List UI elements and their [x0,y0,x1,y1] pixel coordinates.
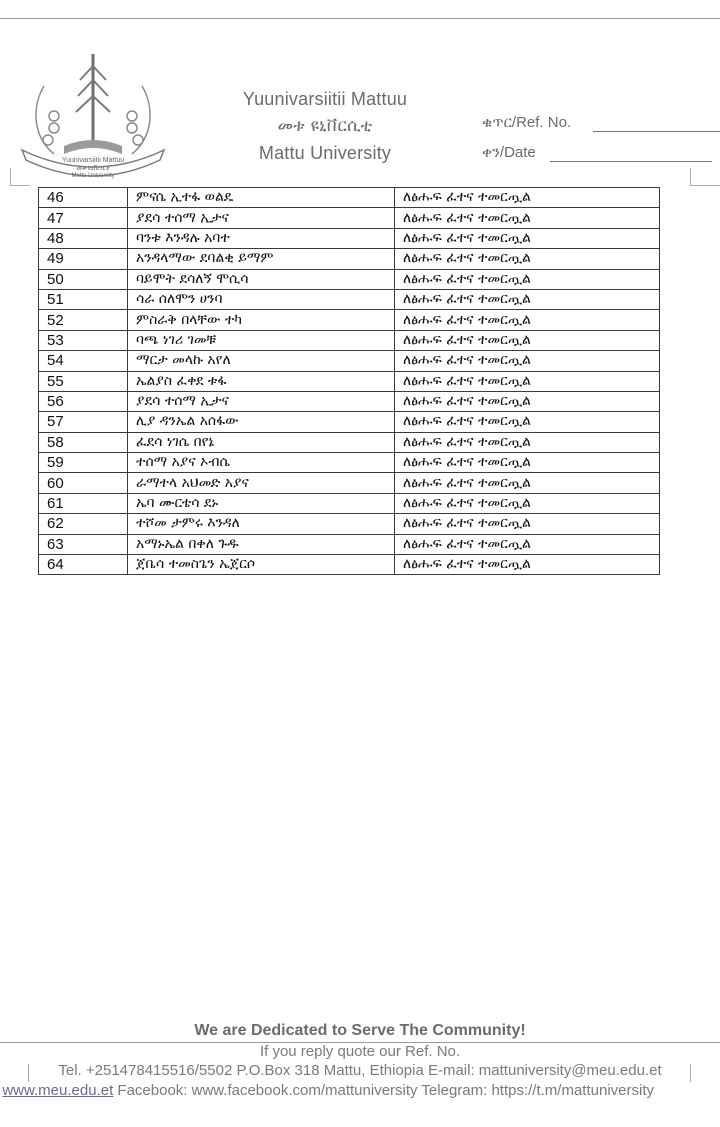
university-name-oromo: Yuunivarsiitii Mattuu [242,89,408,109]
candidate-name: ፈደሳ ነገሴ በየኔ [128,432,395,452]
candidate-name: ጀቤሳ ተመስጌን ኤጀርሶ [128,555,395,575]
website-link[interactable]: www.meu.edu.et [2,1082,114,1099]
footer-motto: We are Dedicated to Serve The Community! [194,1022,526,1039]
footer-social: Facebook: www.facebook.com/mattuniversity Telegram: https://t.m/mattuniversity [117,1082,655,1099]
footer-quote-note: If you reply quote our Ref. No. [259,1043,461,1060]
exam-status: ለፅሑፍ ፈተና ተመርጧል [395,412,660,432]
corner-mark-left-h [10,185,30,186]
corner-mark-right-h [690,185,720,186]
candidate-name: ምስራቅ በላቸው ተካ [128,310,395,330]
row-number: 46 [39,188,128,208]
candidate-table [38,187,660,575]
university-name-amharic: መቱ ዩኒቨርሲቲ [277,116,373,136]
exam-status: ለፅሑፍ ፈተና ተመርጧል [395,289,660,309]
row-number: 52 [39,310,128,330]
candidate-name: ሊያ ዳንኤል አሰፋው [128,412,395,432]
date-label: ቀን/Date [482,144,536,161]
table-row [39,514,660,534]
corner-mark-right [690,168,691,186]
exam-status: ለፅሑፍ ፈተና ተመርጧል [395,351,660,371]
table-row [39,453,660,473]
table-row [39,208,660,228]
corner-mark-left [10,168,11,186]
candidate-name: ባጫ ነገሪ ገመቹ [128,330,395,350]
logo-text-english: Mattu University [71,173,115,179]
row-number: 54 [39,351,128,371]
candidate-name: ያደሳ ተሰማ ኢታና [128,208,395,228]
table-row [39,228,660,248]
table-row [39,269,660,289]
ref-no-blank [593,131,720,132]
table-row [39,555,660,575]
candidate-name: ኤባ ሙርቴሳ ደኑ [128,493,395,513]
row-number: 56 [39,391,128,411]
candidate-name: ራማተላ አህመድ አያና [128,473,395,493]
date-blank [550,161,712,162]
university-name-english: Mattu University [258,143,392,163]
logo-text-oromo: Yuunivarsiitii Mattuu [61,157,125,164]
row-number: 49 [39,249,128,269]
table-row [39,473,660,493]
table-row [39,249,660,269]
row-number: 55 [39,371,128,391]
table-row [39,534,660,554]
row-number: 59 [39,453,128,473]
footer-web-line [0,1082,720,1099]
row-number: 64 [39,555,128,575]
candidate-name: ማርታ መላኩ አየለ [128,351,395,371]
university-name-block [200,86,450,167]
candidate-name: ባይሞት ደሳለኝ ሞሲሳ [128,269,395,289]
table-row [39,188,660,208]
logo-text-amharic: መቱ ዩኒቨርሲቲ [76,165,110,172]
exam-status: ለፅሑፍ ፈተና ተመርጧል [395,453,660,473]
table-row [39,330,660,350]
exam-status: ለፅሑፍ ፈተና ተመርጧል [395,330,660,350]
row-number: 60 [39,473,128,493]
table-row [39,391,660,411]
candidate-name: ባንቱ እንዳሉ አባተ [128,228,395,248]
row-number: 51 [39,289,128,309]
ref-no-label: ቁጥር/Ref. No. [482,114,572,131]
row-number: 58 [39,432,128,452]
exam-status: ለፅሑፍ ፈተና ተመርጧል [395,514,660,534]
exam-status: ለፅሑፍ ፈተና ተመርጧል [395,534,660,554]
footer-contact: Tel. +251478415516/5502 P.O.Box 318 Mattu, Ethiopia E-mail: mattuniversity@meu.edu.et [58,1062,662,1079]
table-row [39,289,660,309]
exam-status: ለፅሑፍ ፈተና ተመርጧል [395,391,660,411]
table-row [39,351,660,371]
candidate-name: ሳራ ሰለሞን ሀንባ [128,289,395,309]
candidate-name: ተሰማ አያና ኦብሴ [128,453,395,473]
exam-status: ለፅሑፍ ፈተና ተመርጧል [395,310,660,330]
row-number: 57 [39,412,128,432]
top-divider [0,18,720,19]
table-row [39,371,660,391]
candidate-name: አንዳላማው ደባልቂ ይማም [128,249,395,269]
exam-status: ለፅሑፍ ፈተና ተመርጧል [395,555,660,575]
candidate-name: ተሾመ ታምሩ እንዳለ [128,514,395,534]
exam-status: ለፅሑፍ ፈተና ተመርጧል [395,188,660,208]
candidate-name: ኤልያስ ፈቀደ ቱፋ [128,371,395,391]
university-logo [14,46,172,180]
row-number: 48 [39,228,128,248]
row-number: 50 [39,269,128,289]
row-number: 61 [39,493,128,513]
table-row [39,412,660,432]
table-row [39,493,660,513]
row-number: 47 [39,208,128,228]
table-row [39,310,660,330]
exam-status: ለፅሑፍ ፈተና ተመርጧል [395,228,660,248]
row-number: 53 [39,330,128,350]
row-number: 62 [39,514,128,534]
exam-status: ለፅሑፍ ፈተና ተመርጧል [395,473,660,493]
exam-status: ለፅሑፍ ፈተና ተመርጧል [395,493,660,513]
candidate-name: ምናሴ ኢተፋ ወልዴ [128,188,395,208]
exam-status: ለፅሑፍ ፈተና ተመርጧል [395,269,660,289]
table-row [39,432,660,452]
candidate-name: አማኑኤል በቀለ ጉዱ [128,534,395,554]
exam-status: ለፅሑፍ ፈተና ተመርጧል [395,371,660,391]
row-number: 63 [39,534,128,554]
exam-status: ለፅሑፍ ፈተና ተመርጧል [395,432,660,452]
exam-status: ለፅሑፍ ፈተና ተመርጧል [395,249,660,269]
exam-status: ለፅሑፍ ፈተና ተመርጧል [395,208,660,228]
candidate-name: ያደሳ ተሰማ ኢታና [128,391,395,411]
